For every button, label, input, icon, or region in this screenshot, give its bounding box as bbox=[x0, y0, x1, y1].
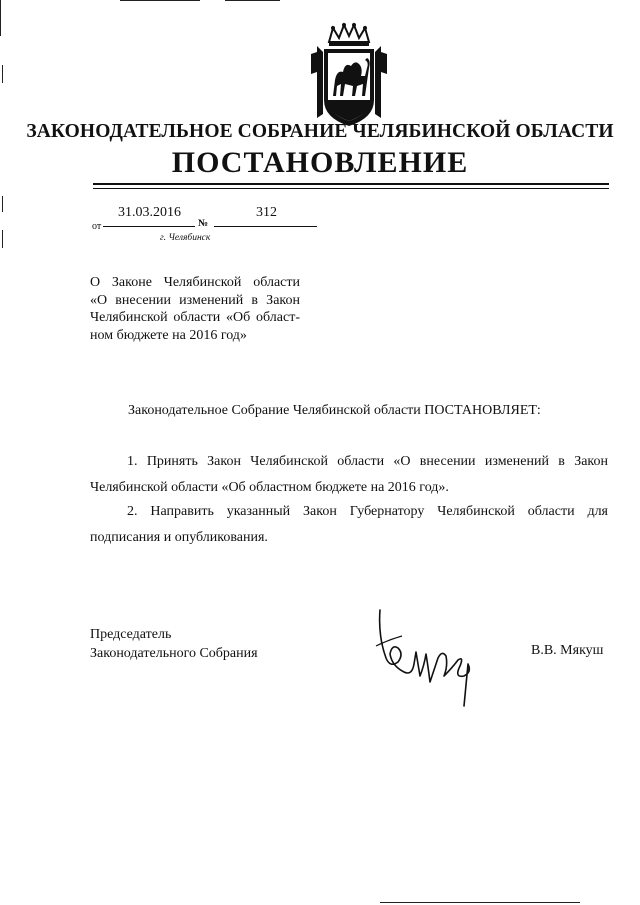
scan-edge-mark bbox=[2, 65, 3, 83]
signer-position bbox=[90, 625, 258, 663]
subject-line: ном бюджете на 2016 год» bbox=[90, 327, 247, 343]
handwritten-signature-icon bbox=[368, 606, 483, 714]
number-underline bbox=[214, 226, 317, 227]
scan-edge-mark bbox=[380, 902, 580, 903]
city-label: г. Челябинск bbox=[160, 233, 211, 243]
scan-edge-mark bbox=[120, 0, 200, 1]
date-prefix-label: от bbox=[92, 221, 102, 232]
subject-line: Челябинской области «Об област- bbox=[90, 310, 300, 325]
document-number: 312 bbox=[256, 205, 277, 220]
header-divider-thin bbox=[93, 188, 609, 189]
date-underline bbox=[103, 226, 195, 227]
subject-line: О Законе Челябинской области bbox=[90, 275, 300, 290]
scan-edge-mark bbox=[225, 0, 280, 1]
number-label: № bbox=[198, 218, 209, 229]
preamble-text: Законодательное Собрание Челябинской области ПОСТАНОВЛЯЕТ: bbox=[128, 403, 541, 418]
scan-edge-mark bbox=[2, 196, 3, 212]
scan-edge-mark bbox=[0, 0, 1, 36]
document-date: 31.03.2016 bbox=[118, 205, 181, 220]
subject-line: «О внесении изменений в Закон bbox=[90, 292, 300, 308]
document-subject bbox=[90, 274, 300, 344]
header-divider-thick bbox=[93, 183, 609, 185]
signer-position-line: Председатель bbox=[90, 627, 172, 642]
scan-edge-mark bbox=[2, 230, 3, 248]
signer-position-line: Законодательного Собрания bbox=[90, 646, 258, 661]
document-type-title: ПОСТАНОВЛЕНИЕ bbox=[171, 146, 469, 179]
clause-item: 2. Направить указанный Закон Губернатору Челябинской области для подписания и опубликования. bbox=[90, 504, 608, 545]
organization-title: ЗАКОНОДАТЕЛЬНОЕ СОБРАНИЕ ЧЕЛЯБИНСКОЙ ОБЛАСТИ bbox=[26, 121, 614, 142]
coat-of-arms-icon bbox=[307, 22, 391, 130]
signer-name: В.В. Мякуш bbox=[531, 643, 604, 658]
clause-item: 1. Принять Закон Челябинской области «О внесении изменений в Закон Челябинской области «Об областном бюджете на 2016 год». bbox=[90, 454, 608, 495]
